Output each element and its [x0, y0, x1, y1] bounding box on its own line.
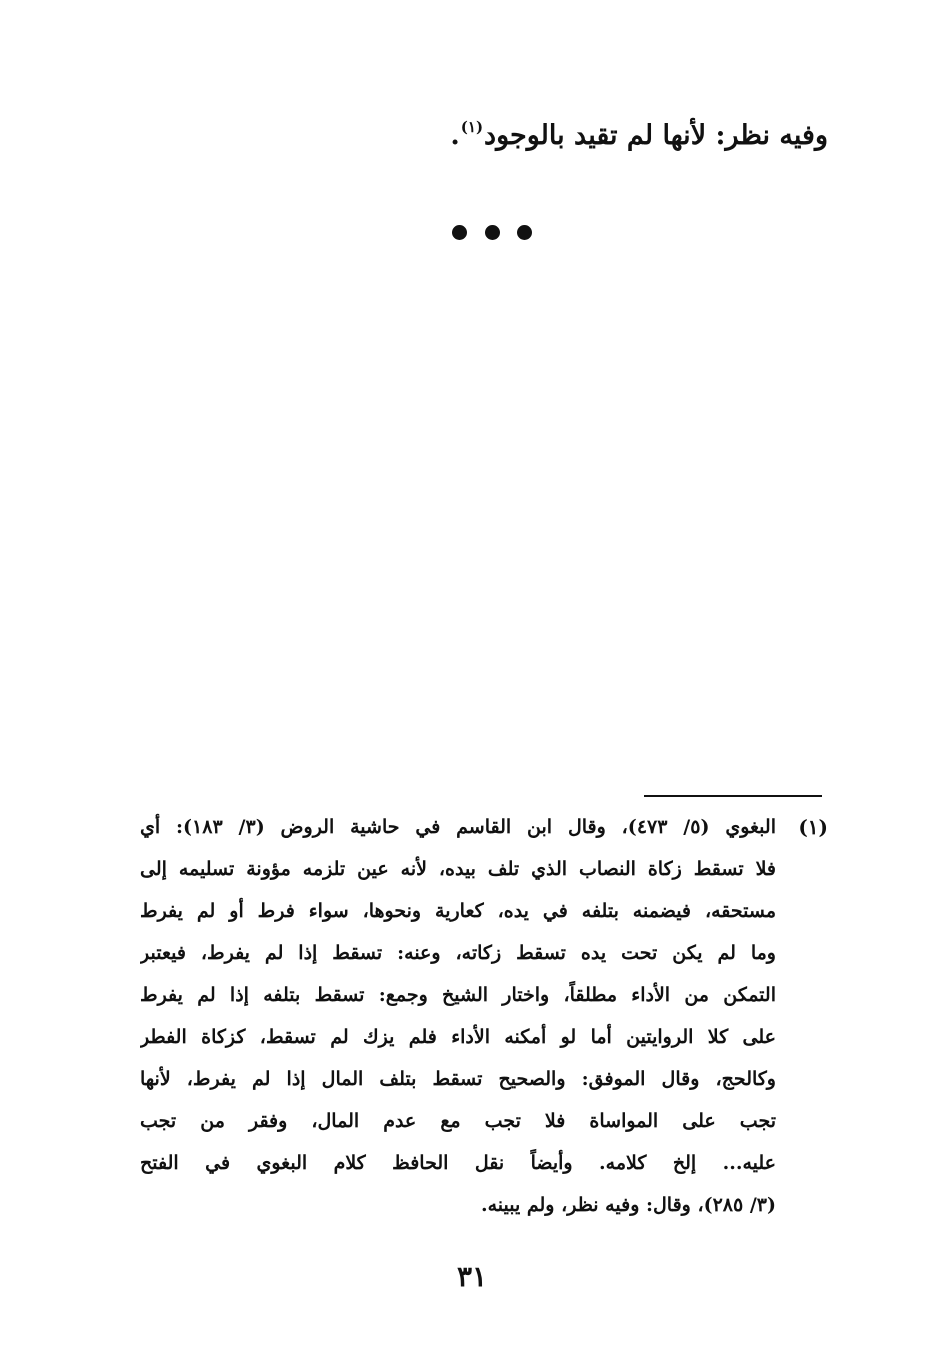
main-end-punctuation: .: [450, 120, 460, 151]
footnote-line: فلا تسقط زكاة النصاب الذي تلف بيده، لأنه عين تلزمه مؤونة تسليمه إلى: [140, 858, 776, 880]
footnote-body: [140, 806, 776, 1226]
footnote-reference[interactable]: (١): [460, 118, 484, 136]
footnote-line: (٣/ ٢٨٥)، وقال: وفيه نظر، ولم يبينه.: [480, 1194, 776, 1216]
footnote-line: البغوي (٥/ ٤٧٣)، وقال ابن القاسم في حاشية الروض (٣/ ١٨٣): أي: [140, 816, 776, 838]
footnote-line: مستحقه، فيضمنه بتلفه في يده، كعارية ونحوها، سواء فرط أو لم يفرط: [140, 900, 776, 922]
footnote-line: على كلا الروايتين أما لو أمكنه الأداء فلم يزك لم تسقط، كزكاة الفطر: [140, 1026, 776, 1048]
footnote-line: وكالحج، وقال الموفق: والصحيح تسقط بتلف المال إذا لم يفرط، لأنها: [140, 1068, 776, 1090]
footnote-divider: [644, 795, 822, 797]
footnote-line: تجب على المواساة فلا تجب مع عدم المال، وفقر من تجب: [140, 1110, 776, 1132]
main-text: وفيه نظر: لأنها لم تقيد بالوجود: [484, 120, 828, 151]
footnote-line: التمكن من الأداء مطلقاً، واختار الشيخ وجمع: تسقط بتلفه إذا لم يفرط: [140, 984, 776, 1006]
section-separator: [452, 222, 532, 242]
main-text-line: [450, 118, 828, 152]
footnote-line: وما لم يكن تحت يده تسقط زكاته، وعنه: تسقط إذا لم يفرط، فيعتبر: [140, 942, 776, 964]
page-number: ٣١: [456, 1260, 488, 1293]
footnote-line: عليه... إلخ كلامه. وأيضاً نقل الحافظ كلام البغوي في الفتح: [140, 1152, 776, 1174]
footnote-marker: (١): [798, 815, 828, 839]
separator-dot-icon: [517, 225, 532, 240]
separator-dot-icon: [452, 225, 467, 240]
separator-dot-icon: [485, 225, 500, 240]
